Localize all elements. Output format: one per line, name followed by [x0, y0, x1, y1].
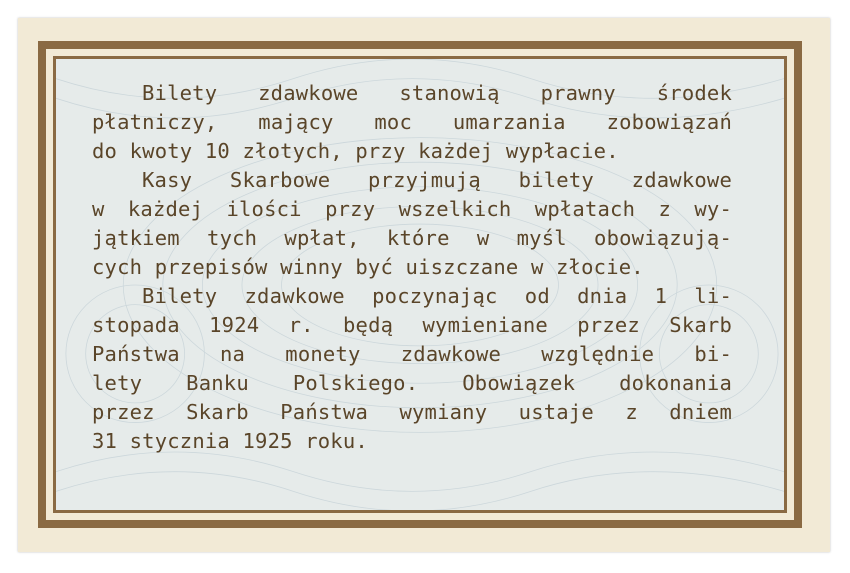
- text-line: lety Banku Polskiego. Obowiązek dokonania: [92, 371, 732, 395]
- text-line: do kwoty 10 złotych, przy każdej wypłacie.: [92, 139, 619, 163]
- text-line: 31 stycznia 1925 roku.: [92, 429, 368, 453]
- text-line: w każdej ilości przy wszelkich wpłatach z wy-: [92, 197, 732, 221]
- text-line: jątkiem tych wpłat, które w myśl obowiązują-: [92, 226, 732, 250]
- banknote-reverse: [18, 18, 830, 552]
- text-line: Kasy Skarbowe przyjmują bilety zdawkowe: [142, 168, 732, 192]
- text-line: przez Skarb Państwa wymiany ustaje z dniem: [92, 400, 732, 424]
- legal-text: [92, 79, 732, 456]
- text-line: płatniczy, mający moc umarzania zobowiązań: [92, 110, 732, 134]
- text-line: Państwa na monety zdawkowe względnie bi-: [92, 342, 732, 366]
- text-line: Bilety zdawkowe poczynając od dnia 1 li-: [142, 284, 732, 308]
- text-line: Bilety zdawkowe stanowią prawny środek: [142, 81, 732, 105]
- outer-border-frame: [38, 41, 802, 528]
- text-line: cych przepisów winny być uiszczane w złocie.: [92, 255, 644, 279]
- text-line: stopada 1924 r. będą wymieniane przez Skarb: [92, 313, 732, 337]
- text-panel: [53, 56, 787, 513]
